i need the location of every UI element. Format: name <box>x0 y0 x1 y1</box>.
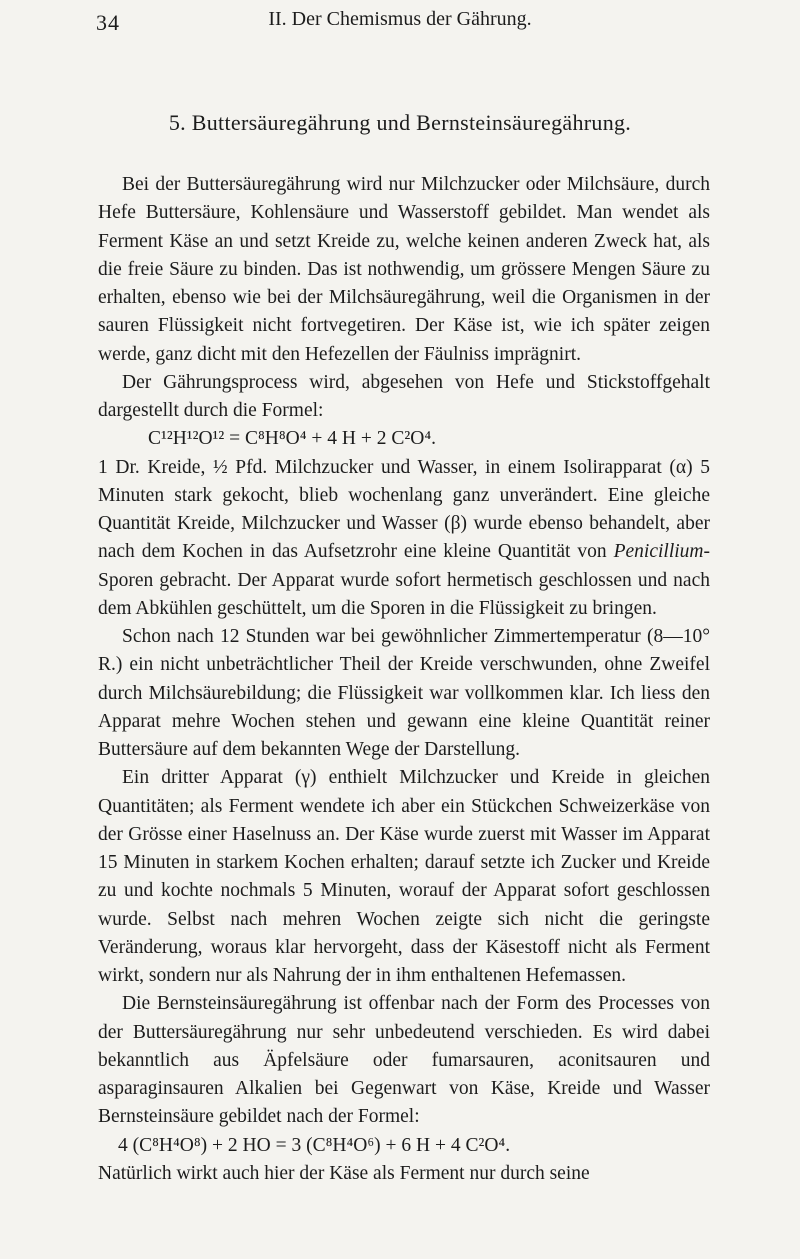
page-header <box>0 2 800 42</box>
paragraph-1: Bei der Buttersäuregährung wird nur Milchzucker oder Milchsäure, durch Hefe Buttersäure, Kohlensäure und Wasserstoff gebildet. Man wendet als Ferment Käse an und setzt Kreide zu, welche keinen anderen Zweck hat, als die freie Säure zu binden. Das ist nothwendig, um grössere Mengen Säure zu erhalten, ebenso wie bei der Milchsäuregährung, weil die Organismen in der sauren Flüssigkeit nicht fortvegetiren. Der Käse ist, wie ich später zeigen werde, ganz dicht mit den Hefezellen der Fäulniss imprägnirt. <box>98 174 710 365</box>
formula-1: C¹²H¹²O¹² = C⁸H⁸O⁴ + 4 H + 2 C²O⁴. <box>148 428 436 450</box>
paragraph-5: Ein dritter Apparat (γ) enthielt Milchzucker und Kreide in gleichen Quantitäten; als Ferment wendete ich aber ein Stückchen Schweizerkäse von der Grösse einer Haselnuss an. Der Käse wurde zuerst mit Wasser im Apparat 15 Minuten in starkem Kochen erhalten; darauf setzte ich Zucker und Kreide zu und kochte nochmals 5 Minuten, worauf der Apparat sofort geschlossen wurde. Selbst nach mehren Wochen zeigte sich nicht die geringste Veränderung, woraus klar hervorgeht, dass der Käsestoff nicht als Ferment wirkt, sondern nur als Nahrung der in ihm enthaltenen Hefemassen. <box>98 767 710 986</box>
paragraph-3 <box>98 454 710 624</box>
paragraph-3-part-a: 1 Dr. Kreide, ½ Pfd. Milchzucker und Wasser, in einem Isolirapparat (α) 5 Minuten stark gekocht, blieb wochenlang ganz unverändert. Eine gleiche Quantität Kreide, Milchzucker und Wasser (β) wurde ebenso behandelt, aber nach dem Kochen in das Aufsetzrohr eine kleine Quantität von <box>98 456 710 563</box>
formula-2: 4 (C⁸H⁴O⁸) + 2 HO = 3 (C⁸H⁴O⁶) + 6 H + 4 C²O⁴. <box>118 1134 511 1156</box>
section-title: 5. Buttersäuregährung und Bernsteinsäuregährung. <box>168 110 632 135</box>
running-head: II. Der Chemismus der Gährung. <box>268 8 532 30</box>
paragraph-2: Der Gährungsprocess wird, abgesehen von Hefe und Stickstoffgehalt dargestellt durch die Formel: <box>98 371 710 421</box>
page-number: 34 <box>96 10 120 35</box>
penicillium-term: Penicillium <box>613 541 704 563</box>
paragraph-4: Schon nach 12 Stunden war bei gewöhnlicher Zimmertemperatur (8—10° R.) ein nicht unbeträchtlicher Theil der Kreide verschwunden, ohne Zweifel durch Milchsäurebildung; die Flüssigkeit war vollkommen klar. Ich liess den Apparat mehre Wochen stehen und gewann eine kleine Quantität reiner Buttersäure auf dem bekannten Wege der Darstellung. <box>98 626 710 760</box>
paragraph-6: Die Bernsteinsäuregährung ist offenbar nach der Form des Processes von der Buttersäuregährung nur sehr unbedeutend verschieden. Es wird dabei bekanntlich aus Äpfelsäure oder fumarsauren, aconitsauren und asparaginsauren Alkalien bei Gegenwart von Käse, Kreide und Wasser Bernsteinsäure gebildet nach der Formel: <box>98 993 710 1128</box>
body-text <box>98 171 710 1188</box>
paragraph-7: Natürlich wirkt auch hier der Käse als Ferment nur durch seine <box>98 1162 590 1184</box>
paragraph-3-part-b: -Sporen gebracht. Der Apparat wurde sofort hermetisch geschlossen und nach dem Abkühlen geschüttelt, um die Sporen in die Flüssigkeit zu bringen. <box>98 541 711 619</box>
